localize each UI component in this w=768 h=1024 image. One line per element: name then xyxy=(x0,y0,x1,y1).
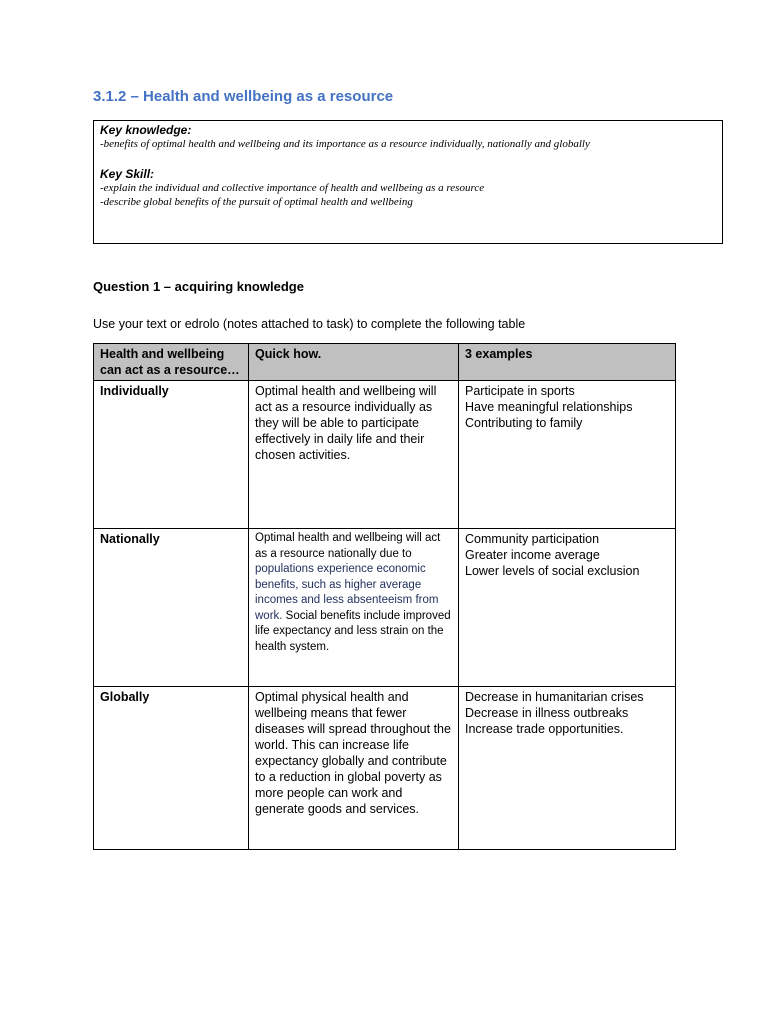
how-cell: Optimal physical health and wellbeing means that fewer diseases will spread throughout the world. This can increase life expectancy globally and contribute to a reduction in global poverty as more people can work and generate goods and services. xyxy=(249,687,459,850)
how-text: Optimal health and wellbeing will act as a resource nationally due to xyxy=(255,532,441,560)
examples-cell xyxy=(459,529,676,687)
key-knowledge-box xyxy=(93,120,723,244)
example-item: Decrease in illness outbreaks xyxy=(465,706,629,720)
column-header: Quick how. xyxy=(249,344,459,381)
how-cell: Optimal health and wellbeing will act as a resource individually as they will be able to participate effectively in daily life and their chosen activities. xyxy=(249,381,459,529)
section-heading: 3.1.2 – Health and wellbeing as a resource xyxy=(93,88,394,105)
examples-cell xyxy=(459,687,676,850)
key-skill-title: Key Skill: xyxy=(100,167,155,181)
example-item: Increase trade opportunities. xyxy=(465,722,624,736)
table-row xyxy=(94,381,676,529)
key-knowledge-title: Key knowledge: xyxy=(100,123,192,137)
key-knowledge-text: -benefits of optimal health and wellbeing and its importance as a resource individually, nationally and globally xyxy=(100,138,590,150)
example-item: Decrease in humanitarian crises xyxy=(465,690,644,704)
example-item: Have meaningful relationships xyxy=(465,400,633,414)
example-item: Contributing to family xyxy=(465,416,583,430)
question-title: Question 1 – acquiring knowledge xyxy=(93,279,304,294)
example-item: Community participation xyxy=(465,532,600,546)
resource-table xyxy=(93,343,676,850)
key-skill-line: -describe global benefits of the pursuit of optimal health and wellbeing xyxy=(100,196,413,208)
row-label-globally: Globally xyxy=(94,687,249,850)
table-row xyxy=(94,529,676,687)
table-header-row xyxy=(94,344,676,381)
key-skill-line: -explain the individual and collective importance of health and wellbeing as a resource xyxy=(100,182,485,194)
instruction-text: Use your text or edrolo (notes attached to task) to complete the following table xyxy=(93,317,526,331)
example-item: Participate in sports xyxy=(465,384,575,398)
example-item: Greater income average xyxy=(465,548,600,562)
how-text-highlighted: populations experience economic benefits, such as higher average incomes and less absenteeism from work. xyxy=(255,563,439,622)
column-header: Health and wellbeing can act as a resource… xyxy=(94,344,249,381)
row-label-nationally: Nationally xyxy=(94,529,249,687)
example-item: Lower levels of social exclusion xyxy=(465,564,640,578)
row-label-individually: Individually xyxy=(94,381,249,529)
table-row xyxy=(94,687,676,850)
column-header: 3 examples xyxy=(459,344,676,381)
how-text: Social benefits include improved life expectancy and less strain on the health system. xyxy=(255,609,451,653)
how-cell xyxy=(249,529,459,687)
examples-cell xyxy=(459,381,676,529)
